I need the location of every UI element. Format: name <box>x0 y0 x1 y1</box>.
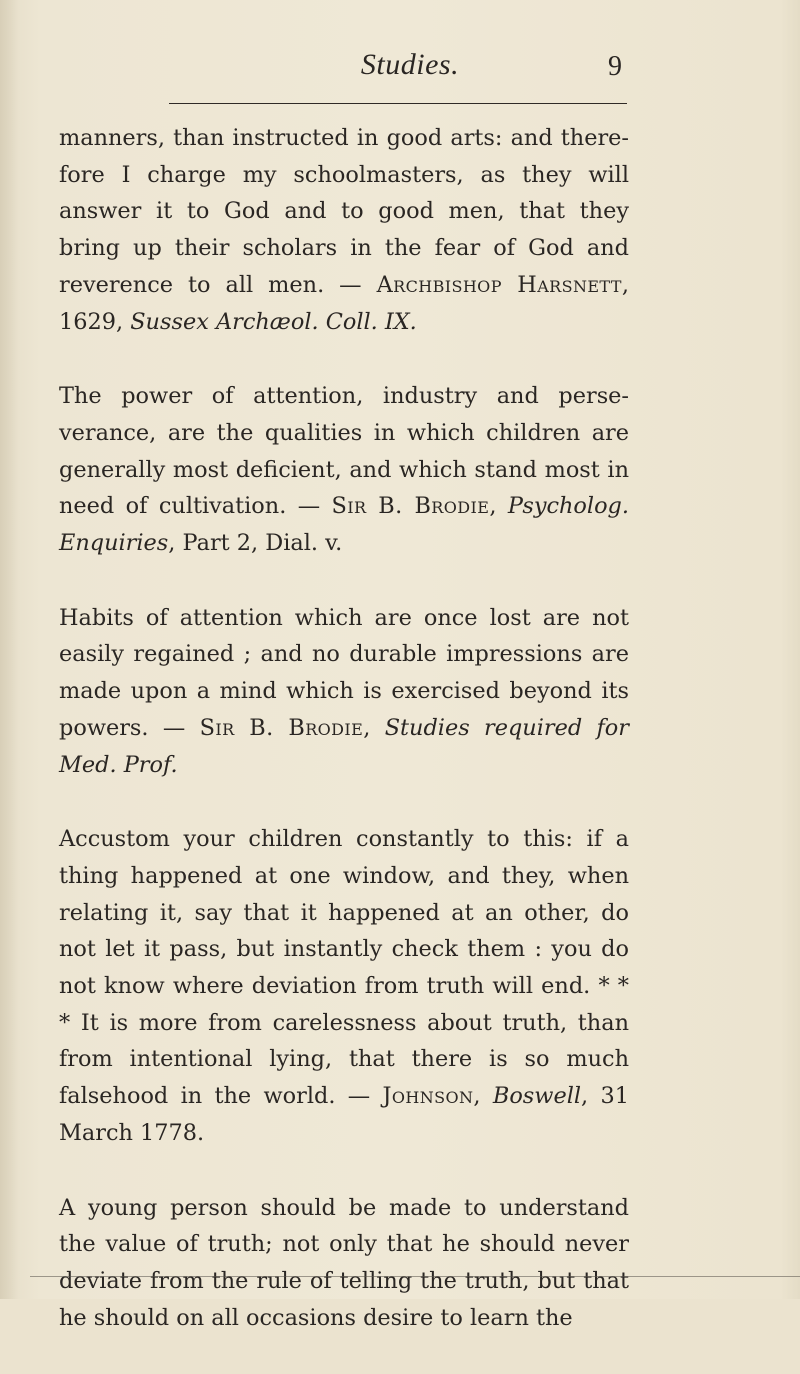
quotation-author: Sir B. Brodie <box>331 493 490 520</box>
quotation-text: manners, than instructed in good arts: and there-fore I charge my schoolmasters, as they will answer it to God and to good men, that they bring up their scholars in the fear of God and reverence to all men. — <box>59 125 629 298</box>
running-title: Studies. <box>360 48 460 81</box>
quotation-author: Sir B. Brodie <box>199 714 364 741</box>
quotation-text: A young person should be made to understand the value of truth; not only that he should never deviate from the rule of telling the truth, but that he should on all occasions desire to learn the <box>59 1194 629 1331</box>
citation-source: Boswell <box>492 1083 582 1110</box>
quotation-paragraph <box>59 821 629 1151</box>
citation-separator: , <box>621 271 629 298</box>
citation-source: Psycholog. Enquiries <box>59 493 629 557</box>
quotation-text: The power of attention, industry and perse-verance, are the qualities in which children are generally most deficient, and which stand most in need of cultivation. — <box>59 383 629 520</box>
quotation-author: Johnson <box>382 1083 474 1110</box>
quotation-text: Accustom your children constantly to this: if a thing happened at one window, and they, when relating it, say that it happened at an other, do not let it pass, but instantly check them : you do not know where deviation from truth will end. * * * It is more from carelessness about truth, than from intentional lying, that there is so much falsehood in the world. — <box>59 826 629 1110</box>
citation-separator: , <box>489 493 508 520</box>
citation-separator: , <box>473 1083 493 1110</box>
quotation-author: Archbishop Harsnett <box>376 271 622 298</box>
quotation-paragraph <box>59 1190 629 1337</box>
quotation-paragraph <box>59 120 629 340</box>
quotation-text: Habits of attention which are once lost are not easily regained ; and no durable impressions are made upon a mind which is exercised beyond its powers. — <box>59 604 629 741</box>
citation-separator: , <box>363 714 385 741</box>
quotation-paragraph <box>59 378 629 562</box>
citation-source: Sussex Archæol. Coll. IX. <box>130 308 417 335</box>
body-text <box>59 120 629 1374</box>
page-number: 9 <box>608 51 622 82</box>
citation-suffix: , Part 2, Dial. v. <box>168 530 343 557</box>
page-bottom-edge <box>30 1276 800 1277</box>
quotation-paragraph <box>59 600 629 784</box>
header-rule <box>169 103 627 104</box>
page-gutter-shadow <box>0 0 18 1299</box>
citation-suffix: , 31 March 1778. <box>59 1083 629 1146</box>
citation-prefix: 1629, <box>59 308 131 335</box>
citation-source: Studies required for Med. Prof. <box>59 714 629 778</box>
